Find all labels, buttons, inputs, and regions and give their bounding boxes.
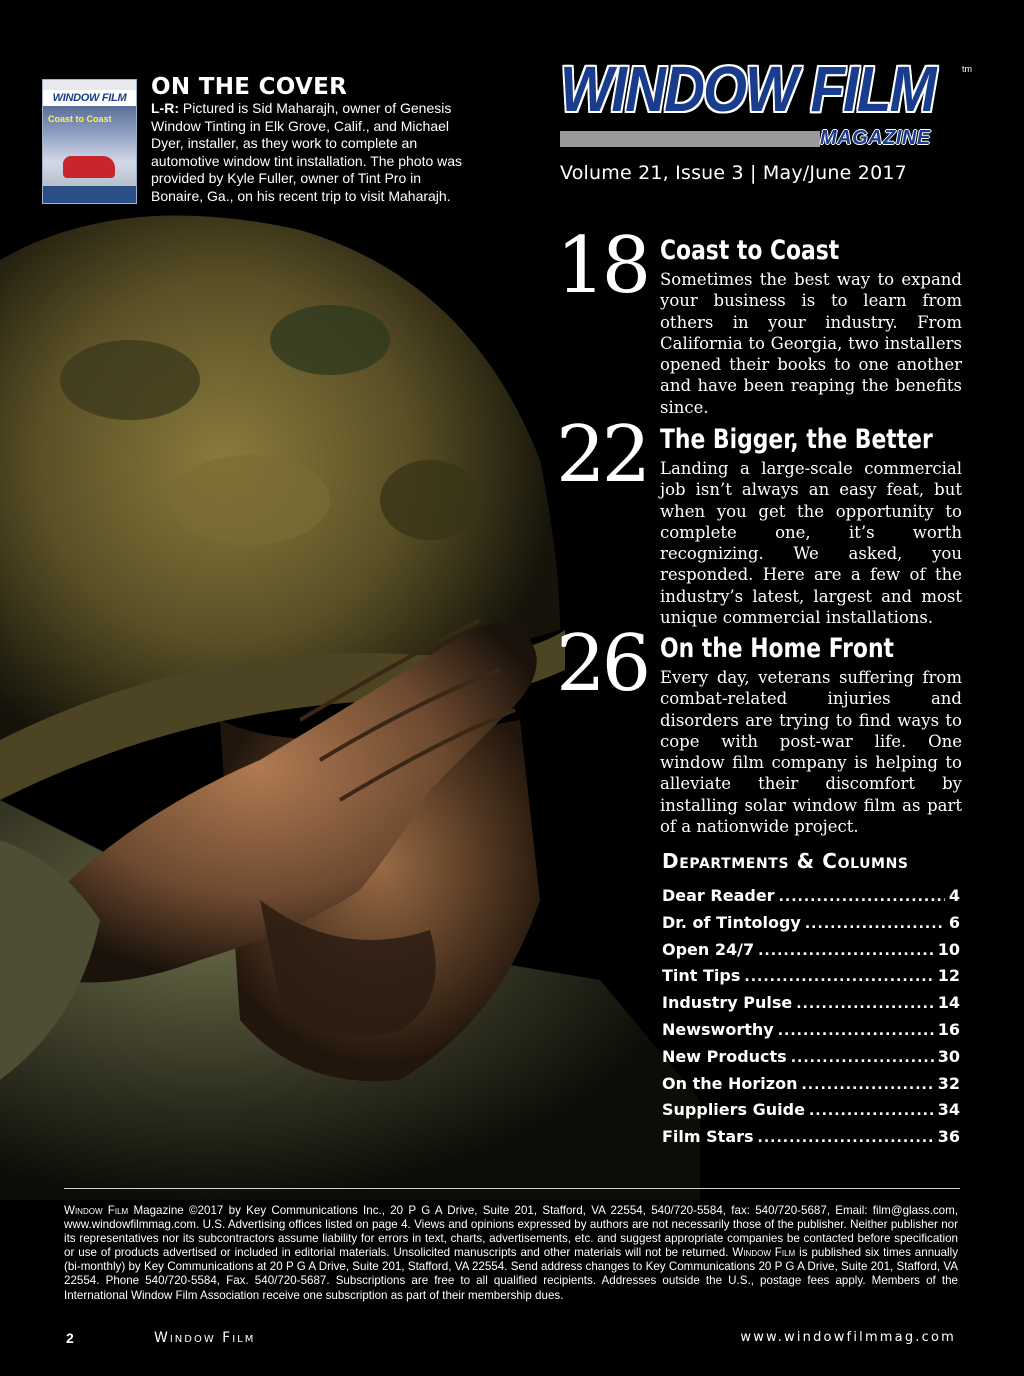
cover-description: [151, 100, 471, 206]
cover-thumb-topbar: [43, 80, 136, 90]
department-label[interactable]: Film Stars: [662, 1127, 754, 1147]
legal-text-1: Magazine ©2017 by Key Communications Inc., 20 P G A Drive, Suite 201, Stafford, VA 22554, 540/720-5584, fax: 540/720-5687, Email: film@glass.com, www.windowfilmmag.com. U.S. Advertising offices listed on page 4. Views and opinions expressed by authors are not necessarily those of the publisher. Neither publisher nor its representatives nor its subcontractors assume liability for errors in text, charts, advertisements, etc. and suggest appropriate companies be contacted before specification or use of products advertised or included in editorial materials. Unsolicited manuscripts and other materials will not be returned.: [64, 1204, 958, 1260]
cover-thumb-headline: Coast to Coast: [48, 114, 112, 124]
divider-rule: [64, 1188, 960, 1189]
legal-magazine-name: Window Film: [64, 1204, 129, 1217]
department-label[interactable]: Open 24/7: [662, 939, 755, 959]
leader-dots: [779, 889, 945, 905]
department-item[interactable]: [662, 1020, 960, 1047]
department-item[interactable]: [662, 993, 960, 1020]
feature-item[interactable]: [556, 221, 962, 417]
department-item[interactable]: [662, 940, 960, 967]
feature-title[interactable]: On the Home Front: [660, 633, 894, 664]
department-page: 4: [948, 886, 960, 905]
department-page: 6: [948, 912, 960, 932]
feature-title[interactable]: The Bigger, the Better: [660, 424, 933, 455]
department-page: 34: [937, 1100, 960, 1120]
departments-heading: Departments & Columns: [662, 849, 909, 873]
page-number: 2: [66, 1330, 74, 1346]
magazine-logo-sub: MAGAZINE: [820, 127, 931, 149]
cover-thumb-image: [43, 106, 136, 186]
leader-dots: [758, 1130, 934, 1146]
cover-title: ON THE COVER: [151, 74, 348, 100]
cover-thumb-car: [63, 156, 115, 178]
cover-thumb-logo: WINDOW FILM: [43, 90, 136, 106]
department-page: 36: [937, 1127, 960, 1147]
feature-description: Sometimes the best way to expand your business is to learn from others in your industry. From California to Georgia, two installers opened their books to one another and have been reaping the benefits since.: [660, 270, 962, 417]
leader-dots: [778, 1023, 934, 1039]
department-label[interactable]: Newsworthy: [662, 1019, 774, 1039]
department-label[interactable]: On the Horizon: [662, 1073, 798, 1093]
cover-body: Pictured is Sid Maharajh, owner of Genesis Window Tinting in Elk Grove, Calif., and Michael Dyer, installer, as they work to complete an automotive window tint installation. The photo was provided by Kyle Fuller, owner of Tint Pro in Bonaire, Ga., on his recent trip to visit Maharajh.: [151, 100, 463, 204]
department-label[interactable]: Suppliers Guide: [662, 1100, 805, 1120]
legal-text-2: is published six times annually (bi-monthly) by Key Communications at 20 P G A Drive, Suite 201, Stafford, VA 22554. Send address changes to Key Communications 20 P G A Drive, Suite 201, Stafford, VA 22554. Phone 540/720-5584, Fax. 540/720-5687. Subscriptions are free to all qualified recipients. Addresses outside the U.S., postage fees apply. Members of the International Window Film Association receive one subscription as part of their membership dues.: [64, 1246, 958, 1302]
feature-title[interactable]: Coast to Coast: [660, 235, 840, 266]
logo-bar: [560, 131, 820, 147]
legal-notice: [64, 1204, 958, 1303]
leader-dots: [801, 1077, 933, 1093]
feature-page-number: 26: [556, 619, 648, 709]
department-item[interactable]: [662, 966, 960, 993]
feature-item[interactable]: [556, 410, 962, 628]
magazine-logo[interactable]: WINDOW FILM: [560, 53, 935, 125]
cover-thumbnail[interactable]: [42, 79, 137, 204]
issue-info: Volume 21, Issue 3 | May/June 2017: [560, 162, 907, 184]
department-page: 16: [937, 1019, 960, 1039]
department-item[interactable]: [662, 1047, 960, 1074]
department-item[interactable]: [662, 1127, 960, 1154]
feature-page-number: 22: [556, 410, 648, 500]
department-page: 32: [937, 1073, 960, 1093]
department-page: 10: [937, 939, 960, 959]
department-page: 14: [937, 993, 960, 1013]
department-label[interactable]: Industry Pulse: [662, 993, 793, 1013]
department-label[interactable]: Dr. of Tintology: [662, 912, 801, 932]
leader-dots: [796, 996, 934, 1012]
trademark-mark: tm: [962, 64, 972, 74]
legal-magazine-name: Window Film: [732, 1246, 796, 1260]
department-label[interactable]: Dear Reader: [662, 886, 775, 905]
feature-description: Landing a large-scale commercial job isn’t always an easy feat, but when you get the opportunity to complete one, it’s worth recognizing. We asked, you responded. Here are a few of the industry’s latest, largest and most unique commercial installations.: [660, 459, 962, 628]
feature-page-number: 18: [556, 221, 648, 311]
department-label[interactable]: Tint Tips: [662, 966, 741, 986]
departments-list: [662, 886, 960, 1154]
cover-lead: L-R:: [151, 100, 179, 116]
footer-url[interactable]: www.windowfilmmag.com: [740, 1330, 956, 1345]
department-item[interactable]: [662, 913, 960, 940]
leader-dots: [809, 1103, 934, 1119]
leader-dots: [758, 943, 934, 959]
department-item[interactable]: [662, 886, 960, 913]
department-page: 30: [937, 1046, 960, 1066]
leader-dots: [744, 969, 933, 985]
feature-item[interactable]: [556, 619, 962, 837]
department-item[interactable]: [662, 1074, 960, 1101]
footer-magazine-name: Window Film: [154, 1330, 256, 1346]
leader-dots: [805, 916, 945, 932]
leader-dots: [791, 1050, 934, 1066]
department-page: 12: [937, 966, 960, 986]
department-item[interactable]: [662, 1100, 960, 1127]
feature-description: Every day, veterans suffering from combat-related injuries and disorders are trying to find ways to cope with post-war life. One window film company is helping to alleviate their discomfort by installing solar window film as part of a nationwide project.: [660, 668, 962, 837]
department-label[interactable]: New Products: [662, 1046, 787, 1066]
